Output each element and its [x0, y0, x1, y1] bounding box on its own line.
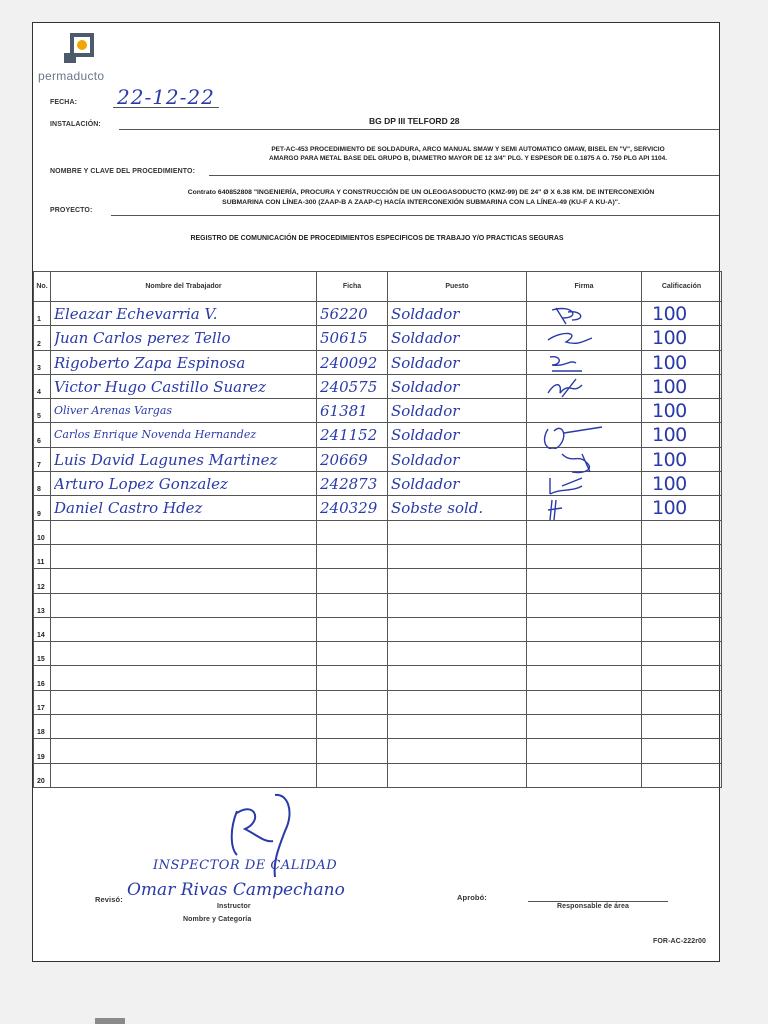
worker-signature-mark [542, 353, 612, 377]
worker-signature-mark [542, 450, 612, 474]
puesto-cell [388, 739, 527, 763]
ficha-cell-value: 242873 [320, 475, 378, 494]
ficha-cell [317, 666, 388, 690]
worker-name-cell [51, 739, 317, 763]
worker-name-cell-value: Oliver Arenas Vargas [54, 404, 173, 418]
worker-name-cell [51, 569, 317, 593]
worker-name-cell-value [54, 643, 314, 665]
ficha-cell [317, 496, 388, 520]
puesto-cell-value [391, 595, 524, 617]
row-number: 12 [34, 569, 51, 593]
puesto-cell-value: Soldador [391, 475, 460, 494]
puesto-cell [388, 472, 527, 496]
worker-name-cell-value [54, 667, 314, 689]
puesto-cell-value [391, 643, 524, 665]
worker-name-cell-value [54, 546, 314, 568]
calificacion-cell [642, 496, 722, 520]
ficha-cell-value: 240092 [320, 353, 378, 372]
puesto-cell [388, 374, 527, 398]
row-number: 4 [34, 374, 51, 398]
row-number: 3 [34, 350, 51, 374]
puesto-cell [388, 690, 527, 714]
puesto-cell-value: Soldador [391, 329, 460, 348]
ficha-cell [317, 399, 388, 423]
logo-icon [62, 31, 98, 65]
table-row [34, 763, 722, 787]
puesto-cell [388, 763, 527, 787]
calificacion-cell [642, 374, 722, 398]
row-number: 16 [34, 666, 51, 690]
calificacion-cell [642, 302, 722, 326]
calificacion-cell-value [652, 643, 719, 665]
table-row [34, 715, 722, 739]
worker-name-cell [51, 715, 317, 739]
row-number: 13 [34, 593, 51, 617]
row-number: 6 [34, 423, 51, 447]
ficha-cell-value [320, 765, 385, 787]
ficha-cell-value [320, 595, 385, 617]
calificacion-cell-value [652, 619, 719, 641]
ficha-cell [317, 350, 388, 374]
row-number: 17 [34, 690, 51, 714]
worker-name-cell-value [54, 570, 314, 592]
puesto-cell-value [391, 522, 524, 544]
proyecto-underline [111, 215, 719, 216]
calificacion-cell-value [652, 595, 719, 617]
puesto-cell [388, 569, 527, 593]
ficha-cell-value [320, 667, 385, 689]
calificacion-cell [642, 399, 722, 423]
worker-name-cell [51, 642, 317, 666]
ficha-cell-value: 240575 [320, 377, 378, 396]
worker-name-cell-value [54, 619, 314, 641]
puesto-cell [388, 642, 527, 666]
puesto-cell [388, 496, 527, 520]
firma-cell [527, 666, 642, 690]
procedimiento-underline [209, 175, 719, 176]
ficha-cell-value [320, 643, 385, 665]
worker-name-cell-value [54, 522, 314, 544]
calificacion-cell-value: 100 [652, 400, 687, 423]
puesto-cell-value: Soldador [391, 402, 460, 421]
ficha-cell [317, 520, 388, 544]
table-row [34, 520, 722, 544]
ficha-cell-value: 61381 [320, 402, 368, 421]
company-logo [38, 31, 128, 83]
fecha-underline [113, 107, 219, 108]
table-row [34, 423, 722, 447]
worker-signature-mark [542, 377, 612, 401]
worker-name-cell [51, 423, 317, 447]
calificacion-cell-value: 100 [652, 448, 687, 471]
calificacion-cell [642, 544, 722, 568]
registro-title: REGISTRO DE COMUNICACIÓN DE PROCEDIMIENTOS ESPECIFICOS DE TRABAJO Y/O PRACTICAS SEGURAS [190, 235, 564, 242]
form-code: FOR-AC-222r00 [653, 938, 707, 945]
reviewer-title-hand: INSPECTOR DE CALIDAD [153, 858, 338, 873]
ficha-cell-value [320, 570, 385, 592]
table-row [34, 447, 722, 471]
worker-name-cell-value: Carlos Enrique Novenda Hernandez [54, 428, 257, 442]
firma-cell [527, 496, 642, 520]
worker-signature-mark [542, 498, 612, 522]
ficha-cell [317, 374, 388, 398]
firma-cell [527, 326, 642, 350]
ficha-cell-value [320, 619, 385, 641]
puesto-cell-value: Soldador [391, 450, 460, 469]
calificacion-cell-value: 100 [652, 497, 687, 520]
puesto-cell [388, 447, 527, 471]
puesto-cell [388, 399, 527, 423]
table-row [34, 739, 722, 763]
worker-name-cell [51, 617, 317, 641]
firma-cell [527, 399, 642, 423]
aprobo-label: Aprobó: [457, 893, 487, 902]
ficha-cell-value: 50615 [320, 329, 368, 348]
row-number: 1 [34, 302, 51, 326]
col-header-no: No. [34, 272, 51, 302]
puesto-cell-value: Soldador [391, 426, 460, 445]
worker-name-cell-value: Luis David Lagunes Martinez [54, 450, 278, 469]
calificacion-cell [642, 617, 722, 641]
row-number: 18 [34, 715, 51, 739]
firma-cell [527, 569, 642, 593]
calificacion-cell [642, 715, 722, 739]
worker-name-cell-value: Rigoberto Zapa Espinosa [54, 353, 246, 372]
proyecto-value: Contrato 640852808 "INGENIERÍA, PROCURA Y CONSTRUCCIÓN DE UN OLEOGASODUCTO (KMZ-99) DE 24" Ø X 6.38 KM. DE INTERCONEXIÓN SUBMARINA CON LÍNEA-300 (ZAAP-B A ZAAP-C) HACÍA INTERCONEXIÓN SUBMARINA CON LA LÍNEA-49 (KU-F A KU-A)". [187, 189, 655, 206]
puesto-cell-value [391, 692, 524, 714]
ficha-cell-value [320, 716, 385, 738]
reviewer-name-hand: Omar Rivas Campechano [127, 880, 345, 900]
col-header-ficha: Ficha [317, 272, 388, 302]
table-row [34, 593, 722, 617]
calificacion-cell-value [652, 716, 719, 738]
puesto-cell [388, 520, 527, 544]
worker-signature-mark [542, 328, 612, 352]
fecha-label: FECHA: [50, 99, 78, 106]
worker-name-cell-value: Eleazar Echevarria V. [54, 305, 218, 323]
ficha-cell-value: 20669 [320, 450, 368, 469]
ficha-cell-value: 240329 [320, 499, 378, 518]
firma-cell [527, 617, 642, 641]
procedimiento-value: PET-AC-453 PROCEDIMIENTO DE SOLDADURA, ARCO MANUAL SMAW Y SEMI AUTOMATICO GMAW, BISEL EN "V", SERVICIO AMARGO PARA METAL BASE DEL GRUPO B, DIAMETRO MAYOR DE 12 3/4" PLG. Y ESPESOR DE 0.1875 A O. 750 PLG API 1104. [268, 146, 668, 162]
table-row [34, 374, 722, 398]
firma-cell [527, 763, 642, 787]
worker-name-cell [51, 520, 317, 544]
ficha-cell [317, 763, 388, 787]
worker-name-cell [51, 666, 317, 690]
firma-cell [527, 715, 642, 739]
proyecto-label: PROYECTO: [50, 207, 93, 214]
row-number: 15 [34, 642, 51, 666]
calificacion-cell [642, 763, 722, 787]
nombre-categoria-label: Nombre y Categoría [183, 916, 252, 923]
worker-name-cell-value: Daniel Castro Hdez [54, 499, 203, 518]
worker-name-cell-value [54, 765, 314, 787]
page-corner-tab [95, 1018, 125, 1024]
puesto-cell-value [391, 740, 524, 762]
ficha-cell [317, 642, 388, 666]
firma-cell [527, 447, 642, 471]
calificacion-cell-value: 100 [652, 473, 687, 496]
puesto-cell-value [391, 716, 524, 738]
puesto-cell-value [391, 619, 524, 641]
firma-cell [527, 472, 642, 496]
calificacion-cell [642, 593, 722, 617]
ficha-cell [317, 447, 388, 471]
calificacion-cell [642, 739, 722, 763]
row-number: 8 [34, 472, 51, 496]
worker-name-cell-value: Arturo Lopez Gonzalez [54, 475, 228, 494]
table-row [34, 569, 722, 593]
instalacion-underline [119, 129, 719, 130]
firma-cell [527, 642, 642, 666]
puesto-cell-value [391, 546, 524, 568]
ficha-cell [317, 617, 388, 641]
calificacion-cell-value: 100 [652, 327, 687, 350]
worker-name-cell-value: Juan Carlos perez Tello [54, 329, 231, 348]
calificacion-cell [642, 350, 722, 374]
firma-cell [527, 520, 642, 544]
puesto-cell [388, 593, 527, 617]
logo-wordmark: permaducto [38, 69, 105, 83]
row-number: 5 [34, 399, 51, 423]
firma-cell [527, 690, 642, 714]
puesto-cell [388, 423, 527, 447]
form-sheet [32, 22, 720, 962]
reviso-label: Revisó: [95, 895, 123, 904]
calificacion-cell-value [652, 667, 719, 689]
puesto-cell [388, 302, 527, 326]
row-number: 11 [34, 544, 51, 568]
calificacion-cell-value: 100 [652, 351, 687, 374]
firma-cell [527, 544, 642, 568]
worker-name-cell [51, 496, 317, 520]
table-row [34, 326, 722, 350]
ficha-cell-value [320, 546, 385, 568]
worker-name-cell-value: Victor Hugo Castillo Suarez [54, 377, 267, 396]
ficha-cell [317, 472, 388, 496]
puesto-cell [388, 617, 527, 641]
worker-name-cell [51, 350, 317, 374]
calificacion-cell-value [652, 765, 719, 787]
calificacion-cell [642, 642, 722, 666]
responsable-label: Responsable de área [557, 903, 629, 910]
firma-cell [527, 350, 642, 374]
table-header-row [34, 272, 722, 302]
table-row [34, 690, 722, 714]
worker-name-cell [51, 374, 317, 398]
firma-cell [527, 593, 642, 617]
ficha-cell-value: 241152 [320, 426, 378, 445]
worker-name-cell-value [54, 692, 314, 714]
row-number: 2 [34, 326, 51, 350]
firma-cell [527, 302, 642, 326]
row-number: 9 [34, 496, 51, 520]
calificacion-cell-value [652, 570, 719, 592]
table-row [34, 350, 722, 374]
puesto-cell-value: Soldador [391, 353, 460, 372]
puesto-cell [388, 350, 527, 374]
calificacion-cell [642, 472, 722, 496]
calificacion-cell-value [652, 740, 719, 762]
calificacion-cell [642, 569, 722, 593]
workers-table [33, 271, 722, 788]
worker-name-cell [51, 302, 317, 326]
ficha-cell [317, 302, 388, 326]
puesto-cell-value: Soldador [391, 305, 460, 323]
ficha-cell-value: 56220 [320, 305, 368, 323]
ficha-cell [317, 326, 388, 350]
aprobo-underline [528, 901, 668, 902]
worker-name-cell [51, 690, 317, 714]
puesto-cell [388, 544, 527, 568]
ficha-cell [317, 690, 388, 714]
calificacion-cell-value [652, 522, 719, 544]
ficha-cell-value [320, 692, 385, 714]
calificacion-cell [642, 666, 722, 690]
ficha-cell [317, 544, 388, 568]
instalacion-label: INSTALACIÓN: [50, 121, 101, 128]
worker-name-cell-value [54, 716, 314, 738]
worker-name-cell [51, 593, 317, 617]
puesto-cell-value: Sobste sold. [391, 499, 484, 518]
table-body [34, 302, 722, 788]
col-header-puesto: Puesto [388, 272, 527, 302]
firma-cell [527, 374, 642, 398]
worker-name-cell [51, 399, 317, 423]
table-row [34, 472, 722, 496]
puesto-cell [388, 326, 527, 350]
worker-name-cell-value [54, 740, 314, 762]
puesto-cell-value [391, 570, 524, 592]
calificacion-cell [642, 326, 722, 350]
ficha-cell [317, 569, 388, 593]
ficha-cell [317, 423, 388, 447]
table-row [34, 642, 722, 666]
firma-cell [527, 423, 642, 447]
calificacion-cell-value: 100 [652, 375, 687, 398]
table-row [34, 302, 722, 326]
fecha-value: 22-12-22 [117, 85, 215, 109]
row-number: 20 [34, 763, 51, 787]
puesto-cell-value [391, 667, 524, 689]
puesto-cell-value: Soldador [391, 377, 460, 396]
ficha-cell [317, 593, 388, 617]
worker-signature-mark [542, 474, 612, 498]
calificacion-cell-value [652, 546, 719, 568]
calificacion-cell [642, 520, 722, 544]
calificacion-cell-value: 100 [652, 303, 687, 325]
worker-signature-mark [542, 304, 612, 328]
puesto-cell [388, 666, 527, 690]
table-row [34, 496, 722, 520]
worker-name-cell [51, 763, 317, 787]
calificacion-cell-value: 100 [652, 424, 687, 447]
table-row [34, 544, 722, 568]
instructor-label: Instructor [217, 903, 251, 910]
ficha-cell [317, 739, 388, 763]
worker-name-cell [51, 544, 317, 568]
ficha-cell-value [320, 740, 385, 762]
instalacion-value: BG DP III TELFORD 28 [369, 116, 460, 126]
table-row [34, 617, 722, 641]
firma-cell [527, 739, 642, 763]
col-header-calificacion: Calificación [642, 272, 722, 302]
table-row [34, 399, 722, 423]
calificacion-cell-value [652, 692, 719, 714]
row-number: 7 [34, 447, 51, 471]
table-row [34, 666, 722, 690]
worker-signature-mark [542, 425, 612, 449]
procedimiento-label: NOMBRE Y CLAVE DEL PROCEDIMIENTO: [50, 168, 196, 175]
worker-name-cell [51, 447, 317, 471]
col-header-nombre: Nombre del Trabajador [51, 272, 317, 302]
col-header-firma: Firma [527, 272, 642, 302]
ficha-cell [317, 715, 388, 739]
calificacion-cell [642, 447, 722, 471]
row-number: 14 [34, 617, 51, 641]
puesto-cell [388, 715, 527, 739]
calificacion-cell [642, 690, 722, 714]
ficha-cell-value [320, 522, 385, 544]
calificacion-cell [642, 423, 722, 447]
row-number: 19 [34, 739, 51, 763]
puesto-cell-value [391, 765, 524, 787]
worker-name-cell [51, 472, 317, 496]
worker-name-cell [51, 326, 317, 350]
worker-name-cell-value [54, 595, 314, 617]
row-number: 10 [34, 520, 51, 544]
